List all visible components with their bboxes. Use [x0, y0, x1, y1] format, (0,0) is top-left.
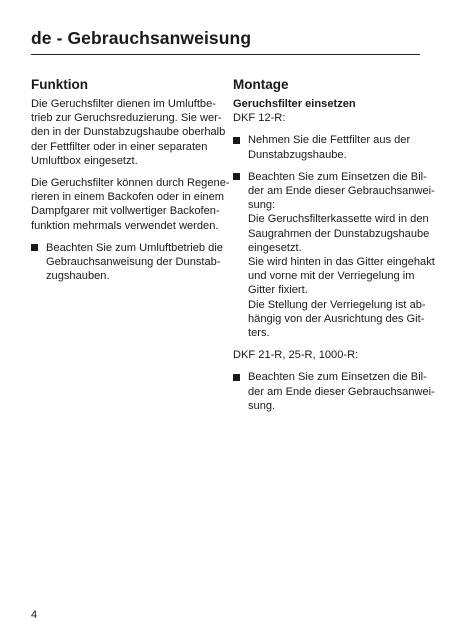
text-line: sung: — [248, 199, 276, 212]
subheading-insert-filter: Geruchsfilter einsetzen — [233, 98, 356, 110]
text-line: Sie wird hinten in das Gitter eingehakt — [248, 256, 435, 269]
text-line: sung. — [248, 399, 276, 412]
text-line: Gebrauchsanweisung der Dunstab- — [46, 256, 221, 269]
left-column — [31, 76, 230, 291]
text-line: Beachten Sie zum Einsetzen die Bil- — [248, 371, 427, 384]
text-line: rieren in einem Backofen oder in einem — [31, 191, 225, 204]
text-line: Beachten Sie zum Einsetzen die Bil- — [248, 170, 427, 183]
square-bullet-icon — [233, 374, 240, 381]
bullet-item-insert-instructions-2 — [233, 370, 435, 413]
text-line: Gitter fixiert. — [248, 284, 308, 297]
section-heading-funktion: Funktion — [31, 77, 88, 92]
text-line: Dunstabzugshaube. — [248, 148, 347, 161]
text-line: Umluftbox eingesetzt. — [31, 154, 138, 167]
section-heading-montage: Montage — [233, 77, 289, 92]
header-divider — [31, 54, 420, 55]
paragraph-function-1 — [31, 97, 226, 168]
text-line: hängig von der Ausrichtung des Git- — [248, 312, 425, 325]
text-line: Saugrahmen der Dunstabzugshaube — [248, 227, 430, 240]
bullet-item-remove-grease-filter — [233, 133, 423, 161]
text-line: Beachten Sie zum Umluftbetrieb die — [46, 241, 223, 254]
text-line: Die Geruchsfilter dienen im Umluftbe- — [31, 98, 216, 110]
page-number: 4 — [31, 609, 38, 621]
text-line: Dampfgarer mit vollwertiger Backofen- — [31, 205, 220, 218]
right-column — [233, 76, 435, 421]
text-line: der Fettfilter oder in einer separaten — [31, 140, 208, 153]
text-line: trieb zur Geruchsreduzierung. Sie wer- — [31, 112, 222, 125]
bullet-item-insert-instructions — [233, 170, 435, 340]
bullet-item-recirculation — [31, 241, 223, 284]
text-line: funktion mehrmals verwendet werden. — [31, 219, 219, 232]
square-bullet-icon — [31, 244, 38, 251]
text-line: den in der Dunstabzugshaube oberhalb — [31, 126, 226, 139]
text-line: der am Ende dieser Gebrauchsanwei- — [248, 185, 435, 198]
text-line: ters. — [248, 327, 270, 340]
text-line: zugshauben. — [46, 270, 110, 283]
text-line: Die Stellung der Verriegelung ist ab- — [248, 298, 426, 311]
model-label-dkf21: DKF 21-R, 25-R, 1000-R: — [233, 349, 359, 362]
page-title: de - Gebrauchsanweisung — [31, 28, 252, 48]
text-line: Die Geruchsfilterkassette wird in den — [248, 213, 429, 226]
square-bullet-icon — [233, 137, 240, 144]
text-line: der am Ende dieser Gebrauchsanwei- — [248, 385, 435, 398]
square-bullet-icon — [233, 173, 240, 180]
paragraph-function-2 — [31, 176, 230, 233]
text-line: Die Geruchsfilter können durch Regene- — [31, 177, 230, 190]
text-line: Nehmen Sie die Fettfilter aus der — [248, 134, 411, 147]
text-line: eingesetzt. — [248, 241, 302, 254]
model-label-dkf12: DKF 12-R: — [233, 112, 286, 125]
text-line: und vorne mit der Verriegelung im — [248, 270, 415, 283]
